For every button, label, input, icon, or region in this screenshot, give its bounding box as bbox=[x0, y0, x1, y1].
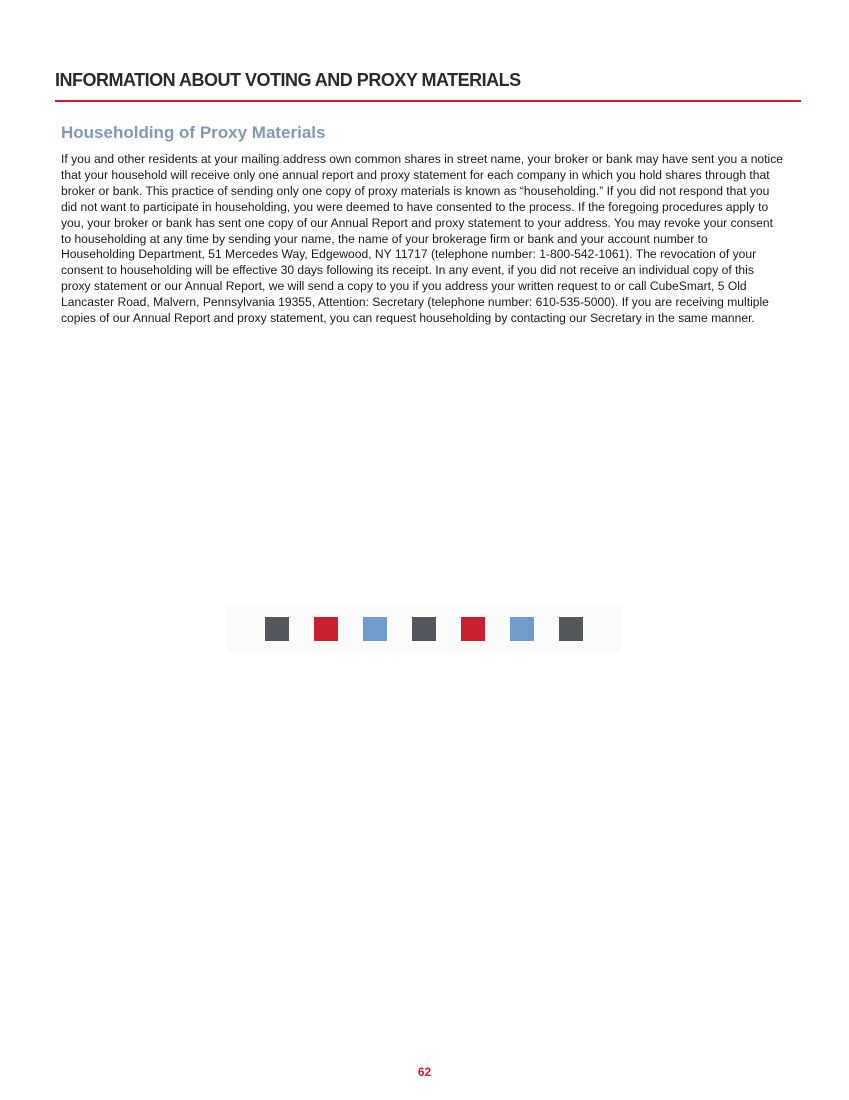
decorative-square bbox=[314, 617, 338, 641]
decorative-squares-band bbox=[226, 604, 622, 654]
body-paragraph: If you and other residents at your mailing address own common shares in street name, your broker or bank may have sent you a notice that your household will receive only one annual report and proxy statement for each company in which you hold shares through that broker or bank. This practice of sending only one copy of proxy materials is known as “householding.” If you did not respond that you did not want to participate in householding, you were deemed to have consented to the process. If the foregoing procedures apply to you, your broker or bank has sent one copy of our Annual Report and proxy statement to your address. You may revoke your consent to householding at any time by sending your name, the name of your brokerage firm or bank and your account number to Householding Department, 51 Mercedes Way, Edgewood, NY 11717 (telephone number: 1-800-542-1061). The revocation of your consent to householding will be effective 30 days following its receipt. In any event, if you did not receive an individual copy of this proxy statement or our Annual Report, we will send a copy to you if you address your written request to or call CubeSmart, 5 Old Lancaster Road, Malvern, Pennsylvania 19355, Attention: Secretary (telephone number: 610-535-5000). If you are receiving multiple copies of our Annual Report and proxy statement, you can request householding by contacting our Secretary in the same manner. bbox=[61, 152, 783, 326]
page-title: INFORMATION ABOUT VOTING AND PROXY MATERIALS bbox=[55, 70, 521, 90]
decorative-square bbox=[363, 617, 387, 641]
decorative-square bbox=[412, 617, 436, 641]
decorative-square bbox=[461, 617, 485, 641]
decorative-square bbox=[510, 617, 534, 641]
header-divider bbox=[55, 100, 801, 102]
subsection-title: Householding of Proxy Materials bbox=[61, 123, 326, 142]
decorative-square bbox=[265, 617, 289, 641]
decorative-square bbox=[559, 617, 583, 641]
section-header bbox=[55, 68, 800, 102]
page-number: 62 bbox=[417, 1065, 432, 1079]
